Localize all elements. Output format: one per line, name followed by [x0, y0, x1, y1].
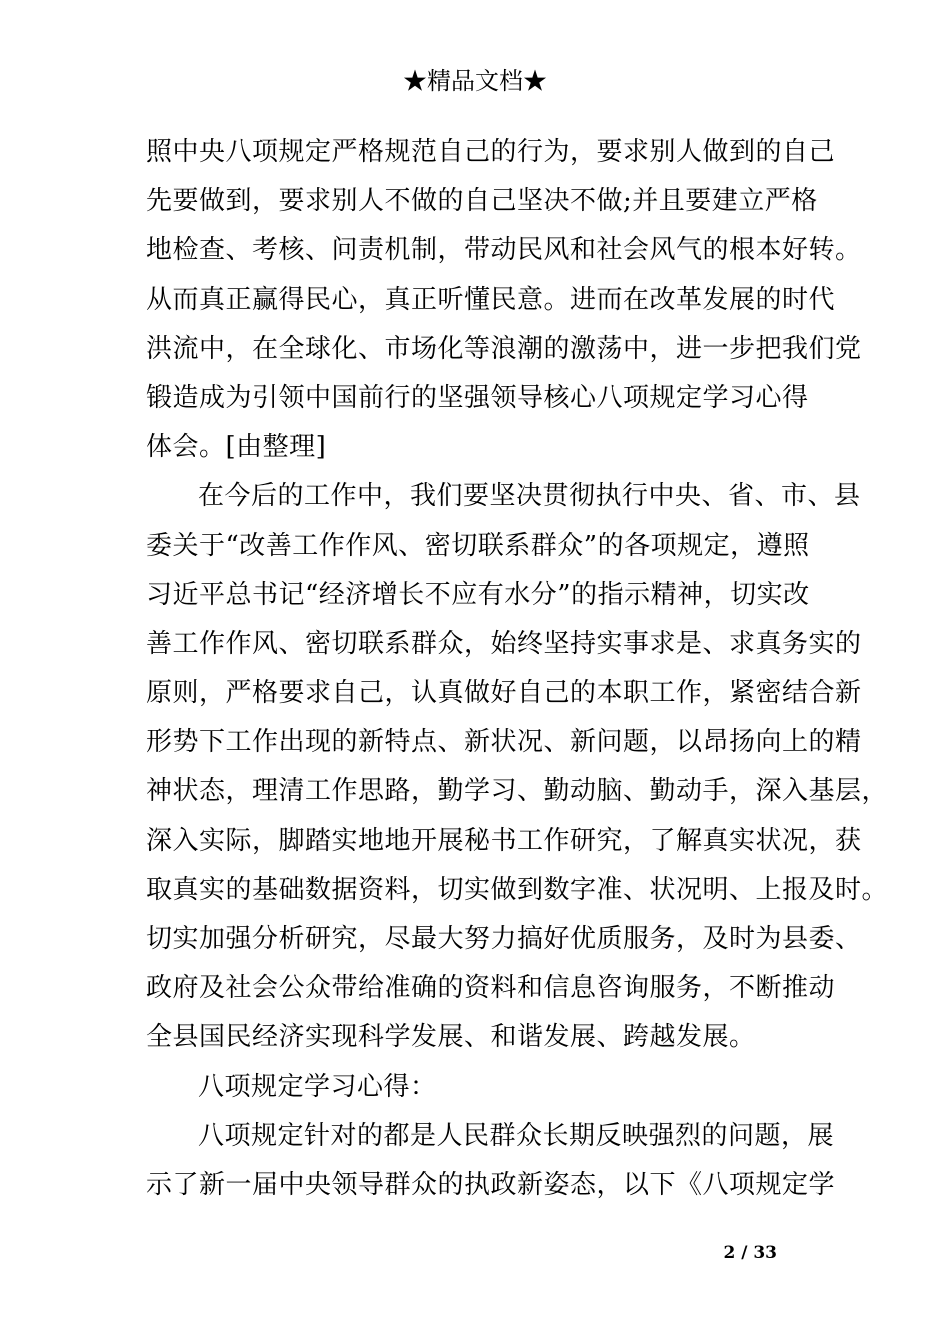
text-line: 神状态，理清工作思路，勤学习、勤动脑、勤动手，深入基层， [146, 776, 889, 807]
text-line: 形势下工作出现的新特点、新状况、新问题，以昂扬向上的精 [146, 727, 862, 758]
text-line: 锻造成为引领中国前行的坚强领导核心八项规定学习心得 [146, 382, 809, 413]
paragraph-first-line: 八项规定针对的都是人民群众长期反映强烈的问题，展 [198, 1120, 835, 1151]
text-line: 全县国民经济实现科学发展、和谐发展、跨越发展。 [146, 1022, 756, 1053]
text-line: 习近平总书记“经济增长不应有水分”的指示精神，切实改 [146, 579, 810, 610]
text-line: 委关于“改善工作作风、密切联系群众”的各项规定，遵照 [146, 530, 810, 561]
text-line: 切实加强分析研究，尽最大努力搞好优质服务，及时为县委、 [146, 924, 862, 954]
text-line: 体会。[由整理] [146, 432, 327, 463]
text-line: 示了新一届中央领导群众的执政新姿态，以下《八项规定学 [146, 1169, 836, 1200]
text-line: 取真实的基础数据资料，切实做到数字准、状况明、上报及时。 [146, 874, 889, 905]
document-body [146, 128, 889, 1210]
text-line: 地检查、考核、问责机制，带动民风和社会风气的根本好转。 [146, 235, 862, 266]
text-line: 先要做到，要求别人不做的自己坚决不做;并且要建立严格 [146, 186, 818, 217]
text-line: 洪流中，在全球化、市场化等浪潮的激荡中，进一步把我们党 [146, 333, 862, 364]
text-line: 从而真正赢得民心，真正听懂民意。进而在改革发展的时代 [146, 284, 836, 315]
text-line: 原则，严格要求自己，认真做好自己的本职工作，紧密结合新 [146, 678, 862, 709]
text-line: 照中央八项规定严格规范自己的行为，要求别人做到的自己 [146, 137, 836, 167]
section-heading: 八项规定学习心得： [198, 1071, 437, 1102]
paragraph-first-line: 在今后的工作中，我们要坚决贯彻执行中央、省、市、县 [198, 481, 861, 512]
page-number: 2 / 33 [723, 1243, 777, 1263]
document-header-title: ★精品文档★ [403, 67, 547, 95]
text-line: 善工作作风、密切联系群众，始终坚持实事求是、求真务实的 [146, 628, 862, 659]
text-line: 深入实际，脚踏实地地开展秘书工作研究，了解真实状况，获 [146, 825, 862, 856]
text-line: 政府及社会公众带给准确的资料和信息咨询服务，不断推动 [146, 973, 836, 1004]
